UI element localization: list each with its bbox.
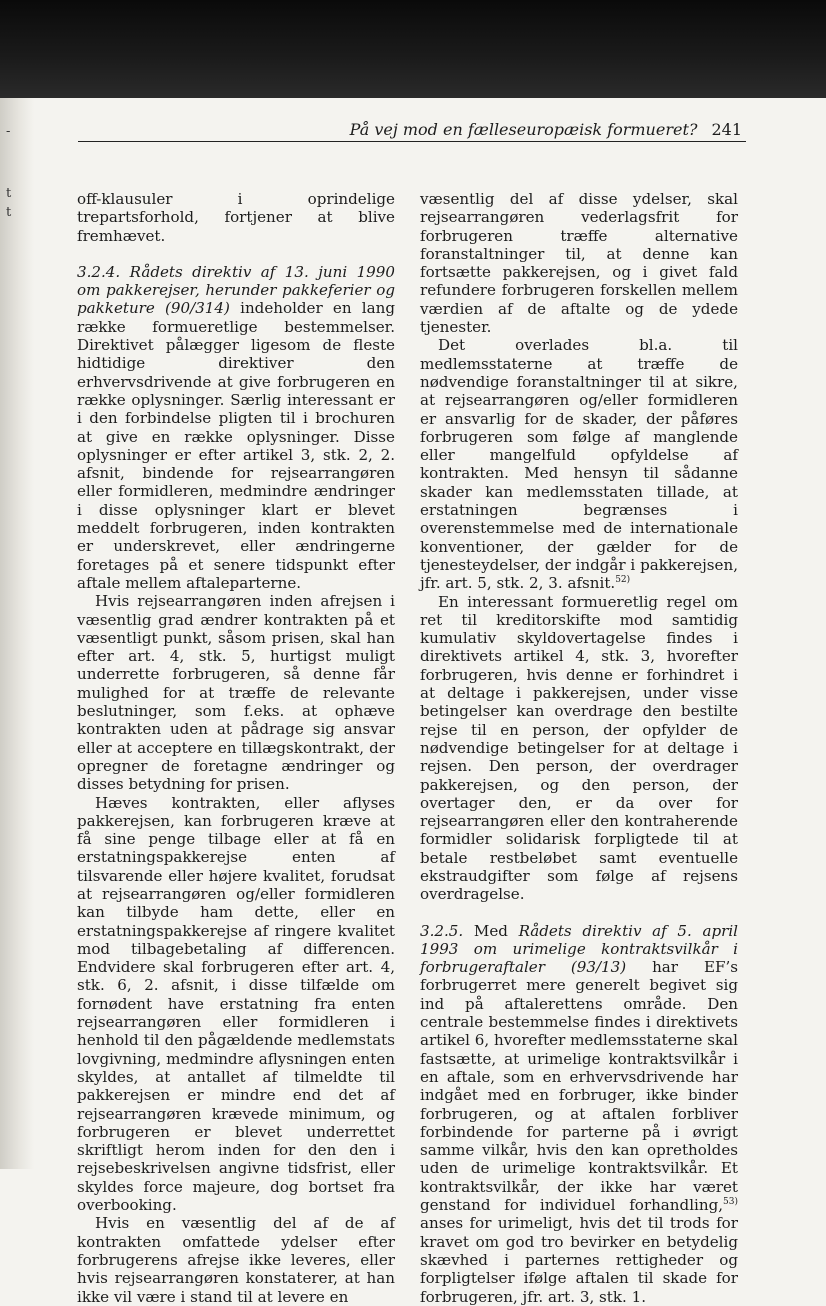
paragraph: [420, 336, 738, 592]
right-column: [420, 190, 738, 1306]
left-column: [77, 190, 395, 1306]
paragraph-text: anses for urimeligt, hvis det til trods for kravet om god tro bevirker en betydelig skævhed i parternes rettigheder og forpligtelser ifølge aftalen til skade for forbrugeren, jfr. art. 3, stk. 1.: [420, 1214, 738, 1306]
paragraph: væsentlig del af disse ydelser, skal rejsearrangøren vederlagsfrit for forbrugeren træffe alternative foranstaltninger til, at denne kan fortsætte pakkerejsen, og i givet fald refundere forbrugeren forskellen mellem værdien af de aftalte og de ydede tjenester.: [420, 190, 738, 337]
paragraph: off-klausuler i oprindelige trepartsforhold, fortjener at blive fremhævet.: [77, 190, 395, 245]
header-rule: [78, 141, 746, 142]
paragraph-text: Med: [473, 921, 519, 940]
scan-dark-band: [0, 0, 826, 98]
paragraph-text: Det overlades bl.a. til medlemsstaterne at træffe de nødvendige foranstaltninger til at sikre, at rejsearrangøren og/eller formidleren er ansvarlig for de skader, der påføres forbrugeren som følge af manglende eller mangelfuld opfyldelse af kontrakten. Med hensyn til sådanne skader kan medlemsstaten tillade, at erstatningen begrænses i overenstemmelse med de internationale konventioner, der gælder for de tjenesteydelser, der indgår i pakkerejsen, jfr. art. 5, stk. 2, 3. afsnit.: [420, 336, 738, 593]
section-3-2-4: [77, 263, 395, 592]
paragraph: Hvis en væsentlig del af de af kontrakten omfattede ydelser efter forbrugerens afrejse ikke leveres, eller hvis rejsearrangøren konstaterer, at han ikke vil være i stand til at levere en: [77, 1214, 395, 1306]
edge-mark: -: [6, 124, 11, 139]
paragraph-text: har EF’s forbrugerret mere generelt begivet sig ind på aftalerettens område. Den centrale bestemmelse findes i direktivets artikel 6, hvorefter medlemsstaterne skal fastsætte, at urimelige kontraktsvilkår i en aftale, som en erhvervsdrivende har indgået med en forbruger, ikke binder forbrugeren, og at aftalen forbliver forbindende for parterne på i øvrigt samme vilkår, hvis den kan opretholdes uden de urimelige kontraktsvilkår. Et kontraktsvilkår, der ikke har været genstand for individuel forhandling,: [420, 958, 739, 1215]
paragraph: Hæves kontrakten, eller aflyses pakkerejsen, kan forbrugeren kræve at få sine penge tilbage eller at få en erstatningspakkerejse enten af tilsvarende eller højere kvalitet, forudsat at rejsearrangøren og/eller formidleren kan tilbyde ham dette, eller en erstatningspakkerejse af ringere kvalitet mod tilbagebetaling af differencen. Endvidere skal forbrugeren efter art. 4, stk. 6, 2. afsnit, i disse tilfælde om fornødent have erstatning fra enten rejsearrangøren eller formidleren i henhold til den pågældende medlemstats lovgivning, medmindre aflysningen enten skyldes, at antallet af tilmeldte til pakkerejsen er mindre end det af rejsearrangøren krævede minimum, og forbrugeren er blevet underrettet skriftligt herom inden for den den i rejsebeskrivelsen angivne tidsfrist, eller skyldes force majeure, dog bortset fra overbooking.: [77, 793, 395, 1215]
section-number: 3.2.5.: [420, 921, 474, 940]
footnote-ref: 53): [723, 1197, 738, 1207]
running-title: På vej mod en fælleseuropæisk formueret?: [349, 120, 698, 139]
section-3-2-5: [420, 922, 738, 1306]
section-heading: 3.2.4. Rådets direktiv af 13. juni 1990 om pakkerejser, herunder pakkeferier og pakketure (90/314): [77, 262, 395, 318]
paragraph-text: indeholder en lang række formueretlige bestemmelser. Direktivet pålægger ligesom de fleste hidtidige direktiver den erhvervsdrivende at give forbrugeren en række oplysninger. Særlig interessant er i den forbindelse pligten til i brochuren at give en række oplysninger. Disse oplysninger er efter artikel 3, stk. 2, 2. afsnit, bindende for rejsearrangøren eller formidleren, medmindre ændringer i disse oplysninger klart er blevet meddelt forbrugeren, inden kontrakten er underskrevet, eller ændringerne foretages på et senere tidspunkt efter aftale mellem aftaleparterne.: [77, 299, 395, 592]
paragraph: En interessant formueretlig regel om ret til kreditorskifte mod samtidig kumulativ skyldovertagelse findes i direktivets artikel 4, stk. 3, hvorefter forbrugeren, hvis denne er forhindret i at deltage i pakkerejsen, under visse betingelser kan overdrage den bestilte rejse til en person, der opfylder de nødvendige betingelser for at deltage i rejsen. Den person, der overdrager pakkerejsen, og den person, der overtager den, er da over for rejsearrangøren eller den kontraherende formidler solidarisk forpligtede til at betale restbeløbet samt eventuelle ekstraudgifter som følge af rejsens overdragelse.: [420, 592, 738, 904]
edge-mark: t: [6, 205, 12, 220]
running-header: [350, 120, 742, 139]
footnote-ref: 52): [615, 575, 631, 586]
section-heading: Rådets direktiv af 5. april 1993 om urimelige kontraktsvilkår i forbrugeraftaler (93/13): [420, 921, 738, 977]
page-number: 241: [711, 120, 742, 139]
page-binding-edge: [0, 98, 34, 1169]
paragraph: Hvis rejsearrangøren inden afrejsen i væsentlig grad ændrer kontrakten på et væsentligt punkt, såsom prisen, skal han efter art. 4, stk. 5, hurtigst muligt underrette forbrugeren, så denne får mulighed for at træffe de relevante beslutninger, som f.eks. at ophæve kontrakten uden at pådrage sig ansvar eller at acceptere en tillægskontrakt, der opregner de foretagne ændringer og disses betydning for prisen.: [77, 592, 395, 794]
edge-mark: t: [6, 186, 12, 201]
